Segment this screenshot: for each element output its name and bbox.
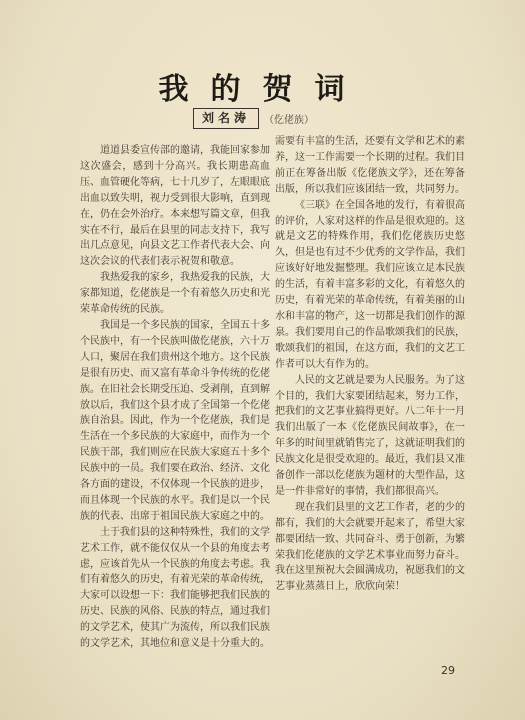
right-paragraph-2: 《三联》在全国各地的发行，有着很高的评价，人家对这样的作品是很欢迎的。这就是文艺的特殊作用，我们仡佬族历史悠久，但是也有过不少优秀的文学作品，我们应该好好地发掘整理。我们应该立足本民族的生活，有着丰富多彩的文化，有着悠久的历史，有着光荣的革命传统，有着美丽的山水和丰富的物产，这一切都是我们创作的源泉。我们要用自己的作品歌颂我们的民族，歌颂我们的祖国，在这方面，我们的文艺工作者可以大有作为的。 [275,199,465,370]
article-title: 我的贺词 [158,72,367,107]
left-paragraph-3: 我国是一个多民族的国家，全国五十多个民族中，有一个民族叫做仡佬族，六十万人口，聚居在我们贵州这个地方。这个民族是很有历史、而又富有革命斗争传统的仡佬族。在旧社会长期受压迫、受剥削，直到解放以后，我们这个县才成了全国第一个仡佬族自治县。因此，作为一个仡佬族，我们是生活在一个多民族的大家庭中，而作为一个民族干部，我们则应在民族大家庭五十多个民族中的一员。我们要在政治、经济、文化各方面的建设，不仅体现一个民族的进步，而且体现一个民族的水平。我们是以一个民族的代表、出席于祖国民族大家庭之中的。 [80,319,270,522]
left-paragraph-4: 土于我们县的这种特殊性，我们的文学艺术工作，就不能仅仅从一个县的角度去考虑，应该首先从一个民族的角度去考虑。我们有着悠久的历史，有着光荣的革命传统，大家可以设想一下：我们能够把我们民族的历史、民族的风俗、民族的特点，通过我们的文学艺术，使其广为流传，所以我们民族的文学艺术，其地位和意义是十分重大的。 [80,526,270,650]
left-text-column [80,143,270,652]
author-name-box: 刘名涛 [193,108,259,129]
right-paragraph-3: 人民的文艺就是要为人民服务。为了这个目的，我们大家要团结起来，努力工作，把我们的文艺事业搞得更好。八二年十一月我们出版了一本《仡佬族民间故事》，在一年多的时间里就销售完了，这就证明我们的民族文化是很受欢迎的。最近，我们县又准备创作一部以仡佬族为题材的大型作品，这是一件非常好的事情，我们都很高兴。 [275,374,465,497]
author-ethnicity-note: （仡佬族） [264,115,314,126]
left-paragraph-2: 我热爱我的家乡，我热爱我的民族，大家都知道，仡佬族是一个有着悠久历史和光荣革命传统的民族。 [80,272,270,316]
left-paragraph-1: 道道县委宣传部的邀请，我能回家参加这次盛会，感到十分高兴。我长期患高血压、血管硬化等病，七十几岁了，左眼眼底出血以致失明，视力受到很大影响，直到现在，仍在会外治疗。本来想写篇文章，但我实在不行，最后在县里的同志支持下，我写出几点意见，向县文艺工作者代表大会、向这次会议的代表们表示祝贺和敬意。 [80,145,270,268]
right-paragraph-1: 需要有丰富的生活，还要有文学和艺术的素养，这一工作需要一个长期的过程。我们目前正在筹备出版《仡佬族文学》，还在筹备出版，所以我们应该团结一致，共同努力。 [275,136,465,195]
page-number: 29 [441,664,455,677]
right-paragraph-4: 现在我们县里的文艺工作者，老的少的都有，我们的大会就要开起来了，希望大家都要团结一致、共同奋斗、勇于创新，为繁荣我们仡佬族的文学艺术事业而努力奋斗。我在这里预祝大会圆满成功，祝愿我们的文艺事业蒸蒸日上，欣欣向荣！ [275,501,465,593]
right-text-column [275,134,465,595]
